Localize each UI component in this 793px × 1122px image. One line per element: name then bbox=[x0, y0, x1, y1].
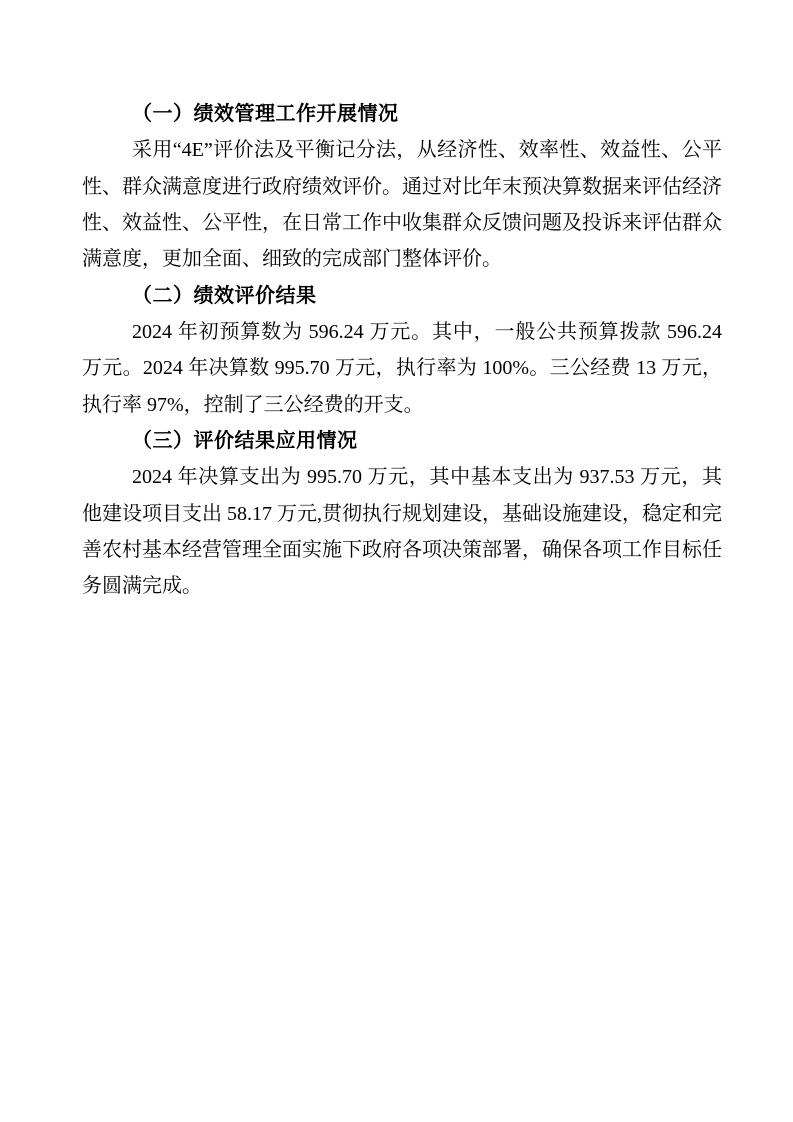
section-1-heading: （一）绩效管理工作开展情况 bbox=[132, 103, 399, 125]
section-2-heading: （二）绩效评价结果 bbox=[132, 284, 317, 307]
section-3-heading: （三）评价结果应用情况 bbox=[132, 429, 358, 452]
section-1-paragraph: 采用“4E”评价法及平衡记分法，从经济性、效率性、效益性、公平性、群众满意度进行政府绩效评价。通过对比年末预决算数据来评估经济性、效益性、公平性，在日常工作中收集群众反馈问题及投诉来评估群众满意度，更加全面、细致的完成部门整体评价。 bbox=[82, 139, 722, 271]
section-3-paragraph: 2024 年决算支出为 995.70 万元，其中基本支出为 937.53 万元，其他建设项目支出 58.17 万元,贯彻执行规划建设，基础设施建设，稳定和完善农村基本经营管理全面实施下政府各项决策部署，确保各项工作目标任务圆满完成。 bbox=[82, 466, 722, 598]
section-2-paragraph: 2024 年初预算数为 596.24 万元。其中，一般公共预算拨款 596.24 万元。2024 年决算数 995.70 万元，执行率为 100%。三公经费 13 万元，执行率 97%，控制了三公经费的开支。 bbox=[82, 320, 722, 416]
